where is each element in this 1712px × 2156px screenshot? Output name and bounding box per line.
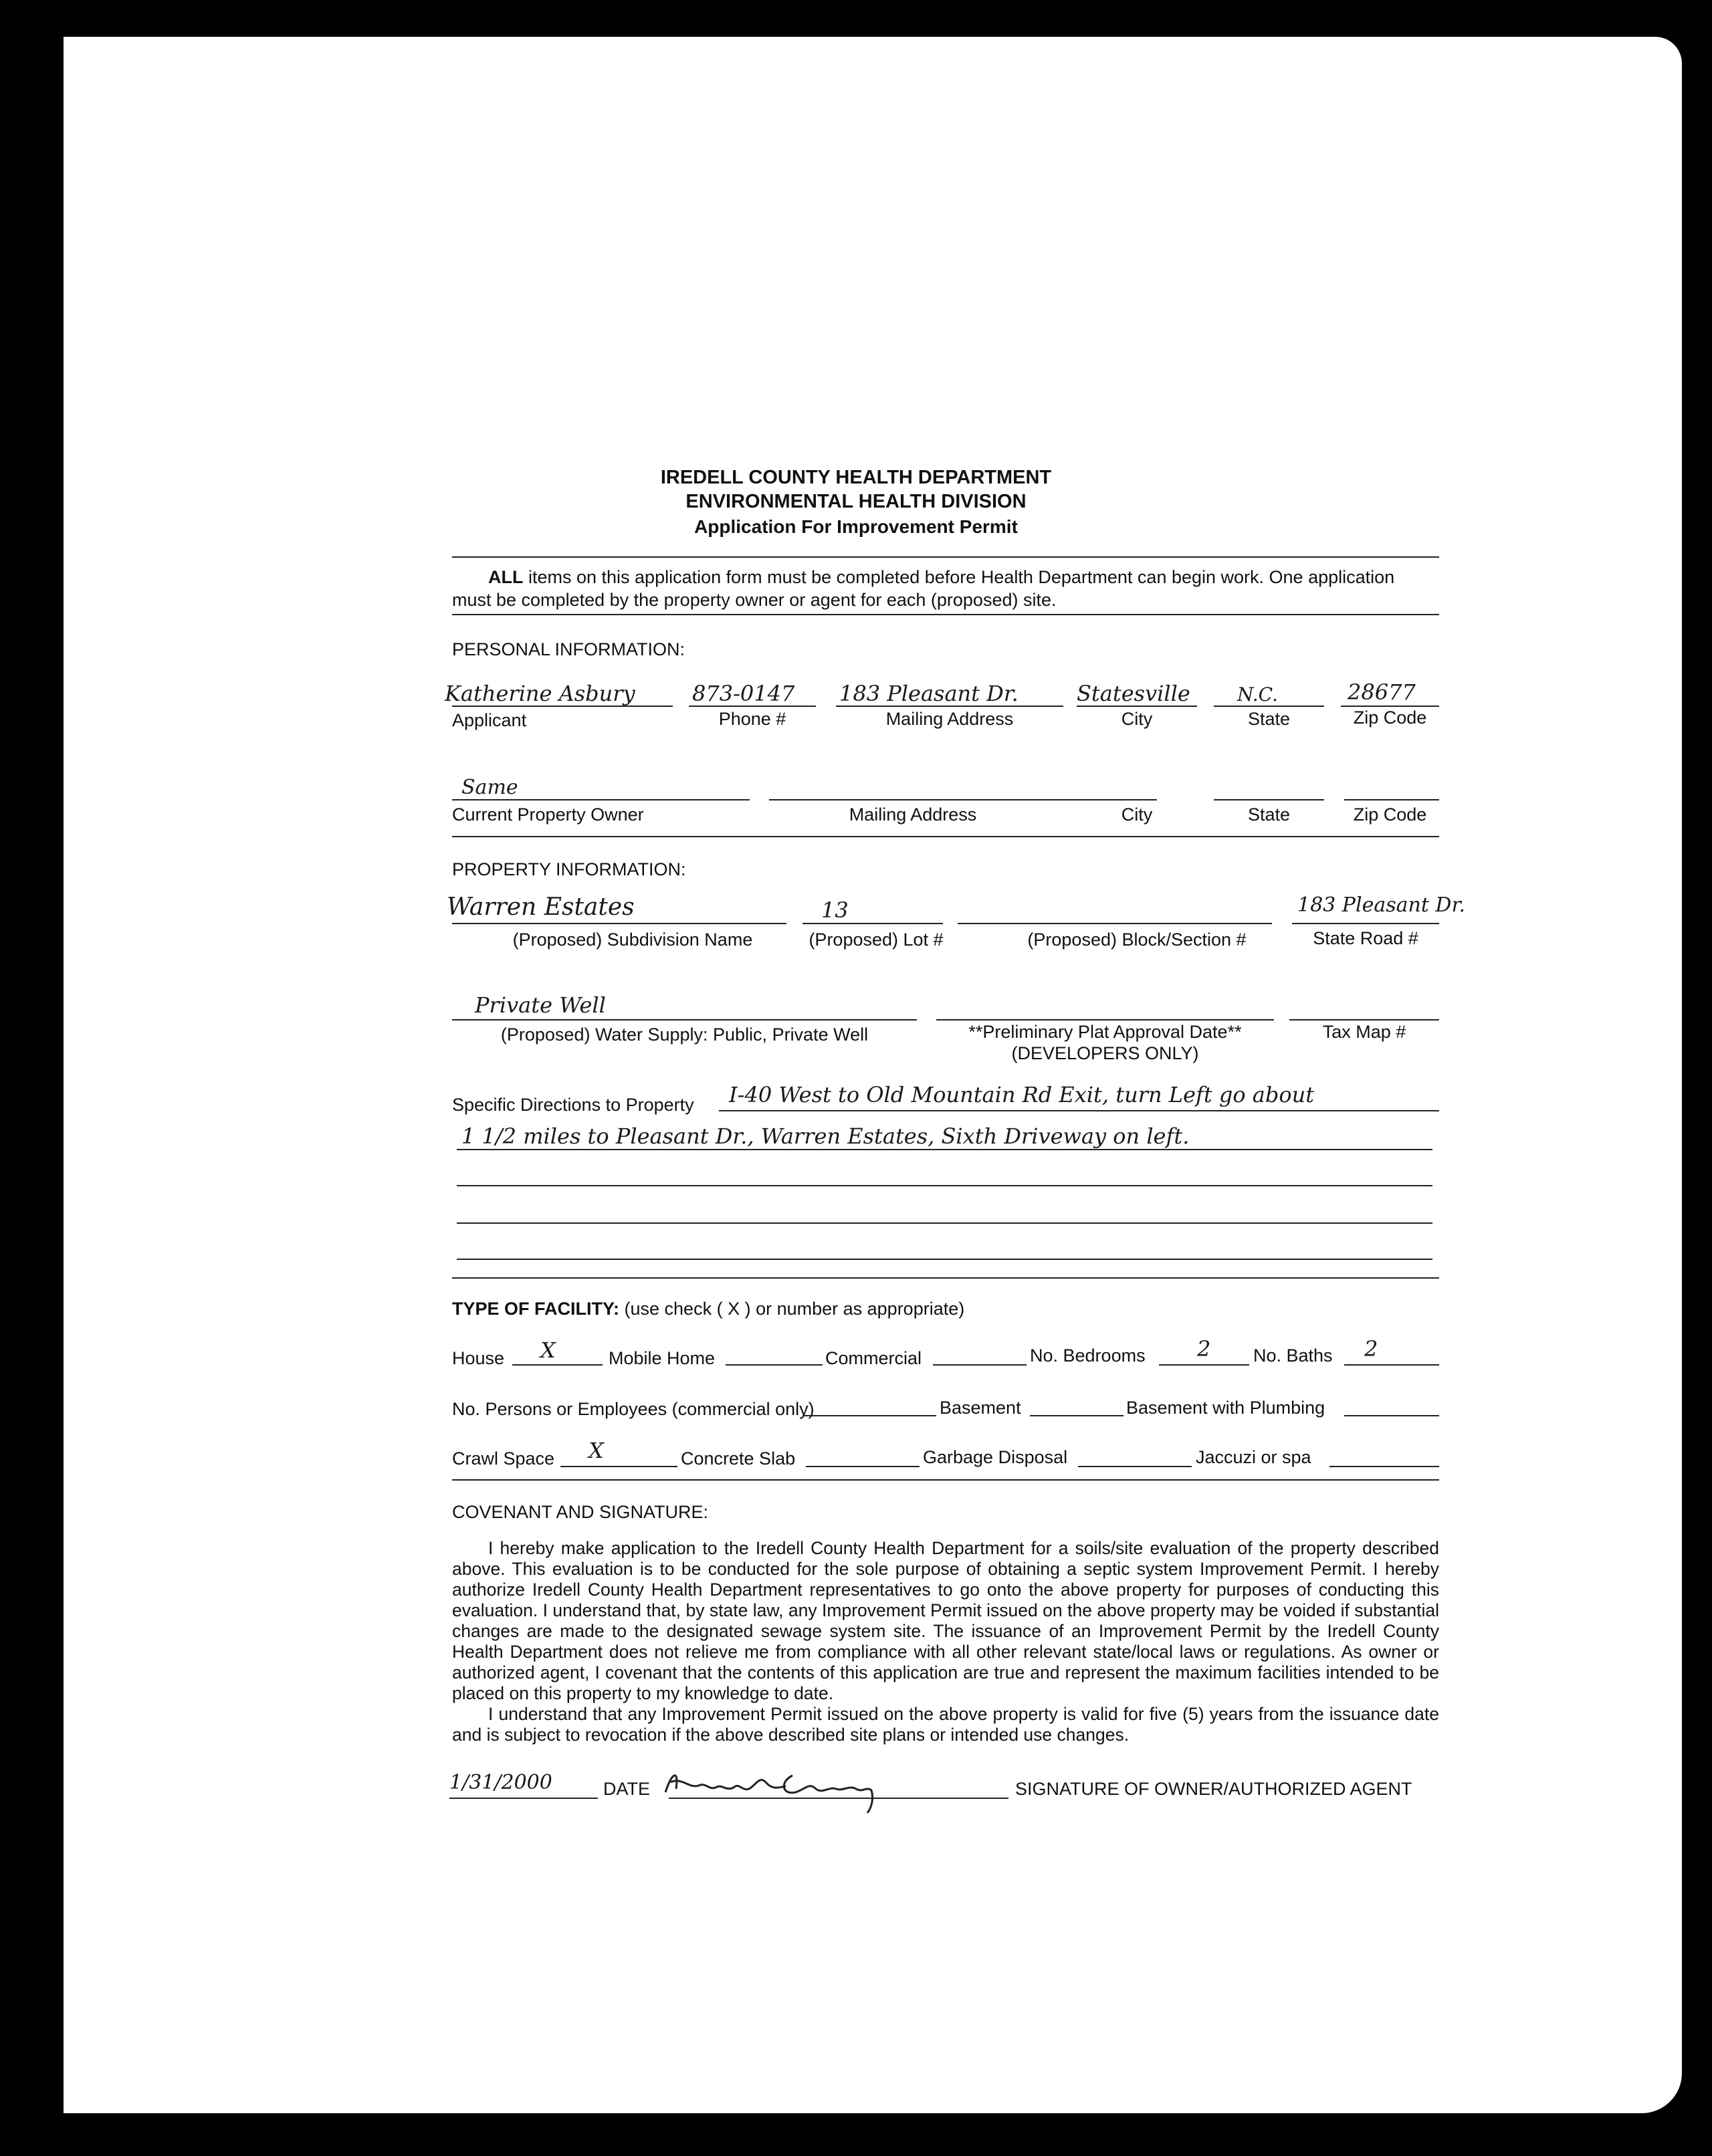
phone-label: Phone # (718, 709, 786, 729)
commercial-line (933, 1364, 1027, 1366)
house-value: X (540, 1337, 556, 1363)
mailing-line (836, 706, 1063, 707)
directions-line2 (457, 1149, 1432, 1150)
baths-line (1344, 1364, 1439, 1366)
persons-label: No. Persons or Employees (commercial only) (452, 1399, 815, 1419)
lot-label: (Proposed) Lot # (809, 930, 944, 950)
water-label: (Proposed) Water Supply: Public, Private Well (500, 1025, 869, 1045)
owner-state-line (1214, 799, 1324, 800)
property-heading: PROPERTY INFORMATION: (452, 859, 686, 879)
house-line (512, 1364, 603, 1366)
owner-state-label: State (1247, 804, 1291, 825)
signature-image (659, 1762, 893, 1816)
slab-label: Concrete Slab (681, 1448, 796, 1469)
basement-line (1030, 1415, 1124, 1416)
basement-plumb-label: Basement with Plumbing (1126, 1398, 1325, 1418)
slab-line (806, 1466, 920, 1467)
zip-label: Zip Code (1353, 708, 1427, 728)
basement-label: Basement (940, 1398, 1021, 1418)
bedrooms-value: 2 (1197, 1336, 1211, 1362)
bedrooms-label: No. Bedrooms (1030, 1345, 1146, 1366)
owner-line (452, 799, 750, 800)
crawl-value: X (588, 1438, 604, 1463)
road-value: 183 Pleasant Dr. (1297, 893, 1466, 917)
plat-line (936, 1019, 1274, 1020)
directions-line2-value: 1 1/2 miles to Pleasant Dr., Warren Estates, Sixth Driveway on left. (461, 1123, 1190, 1149)
personal-heading: PERSONAL INFORMATION: (452, 639, 685, 659)
mailing-label: Mailing Address (885, 709, 1014, 729)
state-line (1214, 706, 1324, 707)
lot-value: 13 (821, 897, 849, 923)
directions-line5 (457, 1259, 1432, 1260)
block-label: (Proposed) Block/Section # (1027, 930, 1247, 950)
bedrooms-line (1159, 1364, 1249, 1366)
taxmap-label: Tax Map # (1322, 1022, 1406, 1042)
owner-mailing-label: Mailing Address (849, 804, 977, 825)
covenant-paragraph: I hereby make application to the Iredell County Health Department for a soils/site evaluation of the property described above. This evaluation is to be conducted for the sole purpose of obtaining a septic system Improvement Permit. I hereby authorize Iredell County Health Department representatives to go onto the above property for purposes of conducting this evaluation. I understand that, by state law, any Improvement Permit issued on the above property may be voided if substantial changes are made to the designated sewage system site. The issuance of an Improvement Permit by the Iredell County Health Department does not relieve me from compliance with all other relevant state/local laws or regulations. As owner or authorized agent, I covenant that the contents of this application are true and represent the maximum facilities intended to be placed on this property to my knowledge to date. (452, 1538, 1439, 1703)
directions-line1 (719, 1110, 1439, 1111)
signature-line (669, 1798, 1008, 1799)
directions-line1-value: I-40 West to Old Mountain Rd Exit, turn Left go about (729, 1082, 1315, 1107)
garbage-line (1078, 1466, 1192, 1467)
rule (452, 836, 1439, 837)
road-label: State Road # (1313, 928, 1418, 948)
mobile-label: Mobile Home (609, 1348, 716, 1368)
applicant-value: Katherine Asbury (445, 681, 635, 706)
facility-heading: TYPE OF FACILITY: (use check ( X ) or number as appropriate) (452, 1299, 965, 1319)
directions-line4 (457, 1222, 1432, 1224)
jacuzzi-line (1329, 1466, 1439, 1467)
mailing-value: 183 Pleasant Dr. (839, 681, 1019, 706)
zip-line (1341, 706, 1439, 707)
jacuzzi-label: Jaccuzi or spa (1196, 1447, 1311, 1467)
validity-paragraph: I understand that any Improvement Permit issued on the above property is valid for five (5) years from the issuance date and is subject to revocation if the above described site plans or intended use changes. (452, 1704, 1439, 1745)
owner-zip-line (1344, 799, 1439, 800)
zip-value: 28677 (1348, 679, 1416, 705)
rule (452, 1277, 1439, 1279)
taxmap-line (1289, 1019, 1439, 1020)
crawl-line (560, 1466, 677, 1467)
phone-value: 873-0147 (692, 681, 795, 706)
rule (452, 1479, 1439, 1481)
date-line (449, 1798, 598, 1799)
commercial-label: Commercial (825, 1348, 922, 1368)
city-line (1077, 706, 1197, 707)
date-label: DATE (603, 1779, 651, 1799)
subdivision-value: Warren Estates (447, 893, 635, 921)
persons-line (802, 1415, 936, 1416)
division-title: ENVIRONMENTAL HEALTH DIVISION (685, 491, 1027, 512)
notice-line2: must be completed by the property owner or agent for each (proposed) site. (452, 590, 1057, 610)
water-line (452, 1019, 917, 1020)
directions-label: Specific Directions to Property (452, 1095, 694, 1115)
owner-zip-label: Zip Code (1353, 804, 1427, 825)
baths-value: 2 (1364, 1336, 1378, 1362)
state-label: State (1247, 709, 1291, 729)
applicant-label: Applicant (452, 710, 527, 730)
subdivision-line (452, 923, 786, 924)
city-value: Statesville (1077, 681, 1190, 706)
rule (452, 556, 1439, 558)
mobile-line (726, 1364, 823, 1366)
owner-label: Current Property Owner (452, 804, 644, 825)
plat-label: **Preliminary Plat Approval Date** (968, 1022, 1242, 1042)
city-label: City (1121, 709, 1153, 729)
agency-title: IREDELL COUNTY HEALTH DEPARTMENT (660, 467, 1052, 488)
state-value: N.C. (1237, 683, 1278, 706)
garbage-label: Garbage Disposal (923, 1447, 1068, 1467)
applicant-line (452, 706, 673, 707)
covenant-heading: COVENANT AND SIGNATURE: (452, 1502, 709, 1522)
road-line (1292, 923, 1439, 924)
rule (452, 614, 1439, 615)
block-line (958, 923, 1272, 924)
baths-label: No. Baths (1253, 1345, 1333, 1366)
owner-city-label: City (1121, 804, 1153, 825)
directions-line3 (457, 1185, 1432, 1186)
signature-label: SIGNATURE OF OWNER/AUTHORIZED AGENT (1015, 1779, 1412, 1799)
date-value: 1/31/2000 (449, 1771, 552, 1794)
crawl-label: Crawl Space (452, 1448, 555, 1469)
form-title: Application For Improvement Permit (694, 516, 1018, 537)
water-value: Private Well (475, 992, 606, 1018)
basement-plumb-line (1344, 1415, 1439, 1416)
owner-value: Same (461, 776, 518, 799)
notice-line1: ALL items on this application form must be completed before Health Department can begin work. One application (488, 567, 1395, 587)
lot-line (802, 923, 943, 924)
owner-city-line (1083, 799, 1157, 800)
phone-line (689, 706, 816, 707)
house-label: House (452, 1348, 505, 1368)
subdivision-label: (Proposed) Subdivision Name (512, 930, 753, 950)
plat-sublabel: (DEVELOPERS ONLY) (1011, 1043, 1199, 1063)
